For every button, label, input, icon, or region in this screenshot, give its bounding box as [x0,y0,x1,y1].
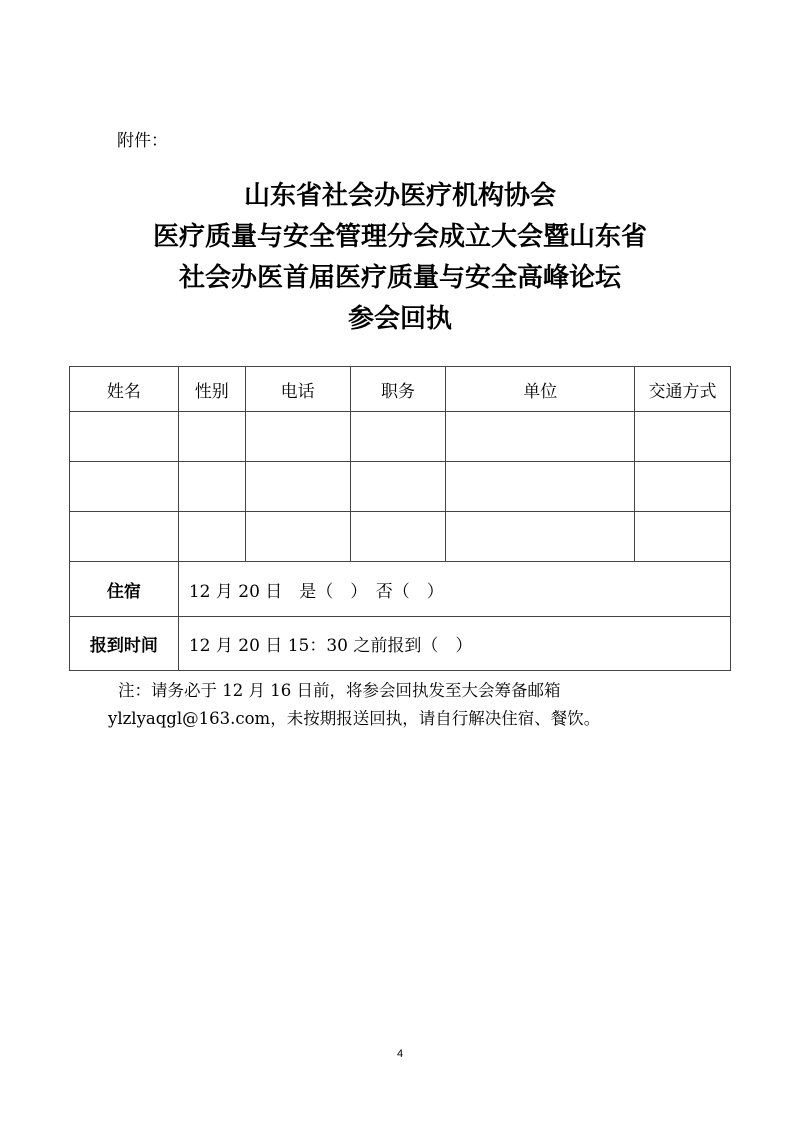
note-line: 注：请务必于 12 月 16 日前，将参会回执发至大会筹备邮箱 [118,681,561,700]
header-position: 职务 [350,367,446,412]
header-gender: 性别 [178,367,245,412]
cell[interactable] [178,462,245,512]
title-line: 山东省社会办医疗机构协会 [243,181,556,211]
page-number: 4 [396,1048,404,1060]
cell[interactable] [178,412,245,462]
cell[interactable] [245,412,350,462]
document-title [0,176,800,340]
cell[interactable] [635,512,731,562]
attachment-label: 附件： [117,131,168,151]
note [108,677,601,733]
title-line: 参会回执 [347,304,452,334]
arrival-label: 报到时间 [70,617,179,671]
table-header-row [70,367,731,412]
cell[interactable] [245,462,350,512]
cell[interactable] [350,462,446,512]
table-row [70,412,731,462]
title-line: 医疗质量与安全管理分会成立大会暨山东省 [152,222,647,252]
cell[interactable] [70,512,179,562]
header-name: 姓名 [70,367,179,412]
note-line: ylzlyaqgl@163.com，未按期报送回执，请自行解决住宿、餐饮。 [108,709,601,728]
accommodation-label: 住宿 [70,562,179,617]
table-row [70,512,731,562]
title-line: 社会办医首届医疗质量与安全高峰论坛 [178,263,621,293]
cell[interactable] [350,512,446,562]
registration-table [69,366,731,671]
header-phone: 电话 [245,367,350,412]
header-transport: 交通方式 [635,367,731,412]
accommodation-value[interactable]: 12 月 20 日 是（ ） 否（ ） [178,562,730,617]
cell[interactable] [446,412,635,462]
cell[interactable] [245,512,350,562]
cell[interactable] [635,412,731,462]
arrival-value[interactable]: 12 月 20 日 15：30 之前报到（ ） [178,617,730,671]
cell[interactable] [446,512,635,562]
cell[interactable] [178,512,245,562]
cell[interactable] [70,412,179,462]
accommodation-row [70,562,731,617]
cell[interactable] [446,462,635,512]
table-row [70,462,731,512]
cell[interactable] [350,412,446,462]
arrival-row [70,617,731,671]
header-organization: 单位 [446,367,635,412]
cell[interactable] [70,462,179,512]
cell[interactable] [635,462,731,512]
